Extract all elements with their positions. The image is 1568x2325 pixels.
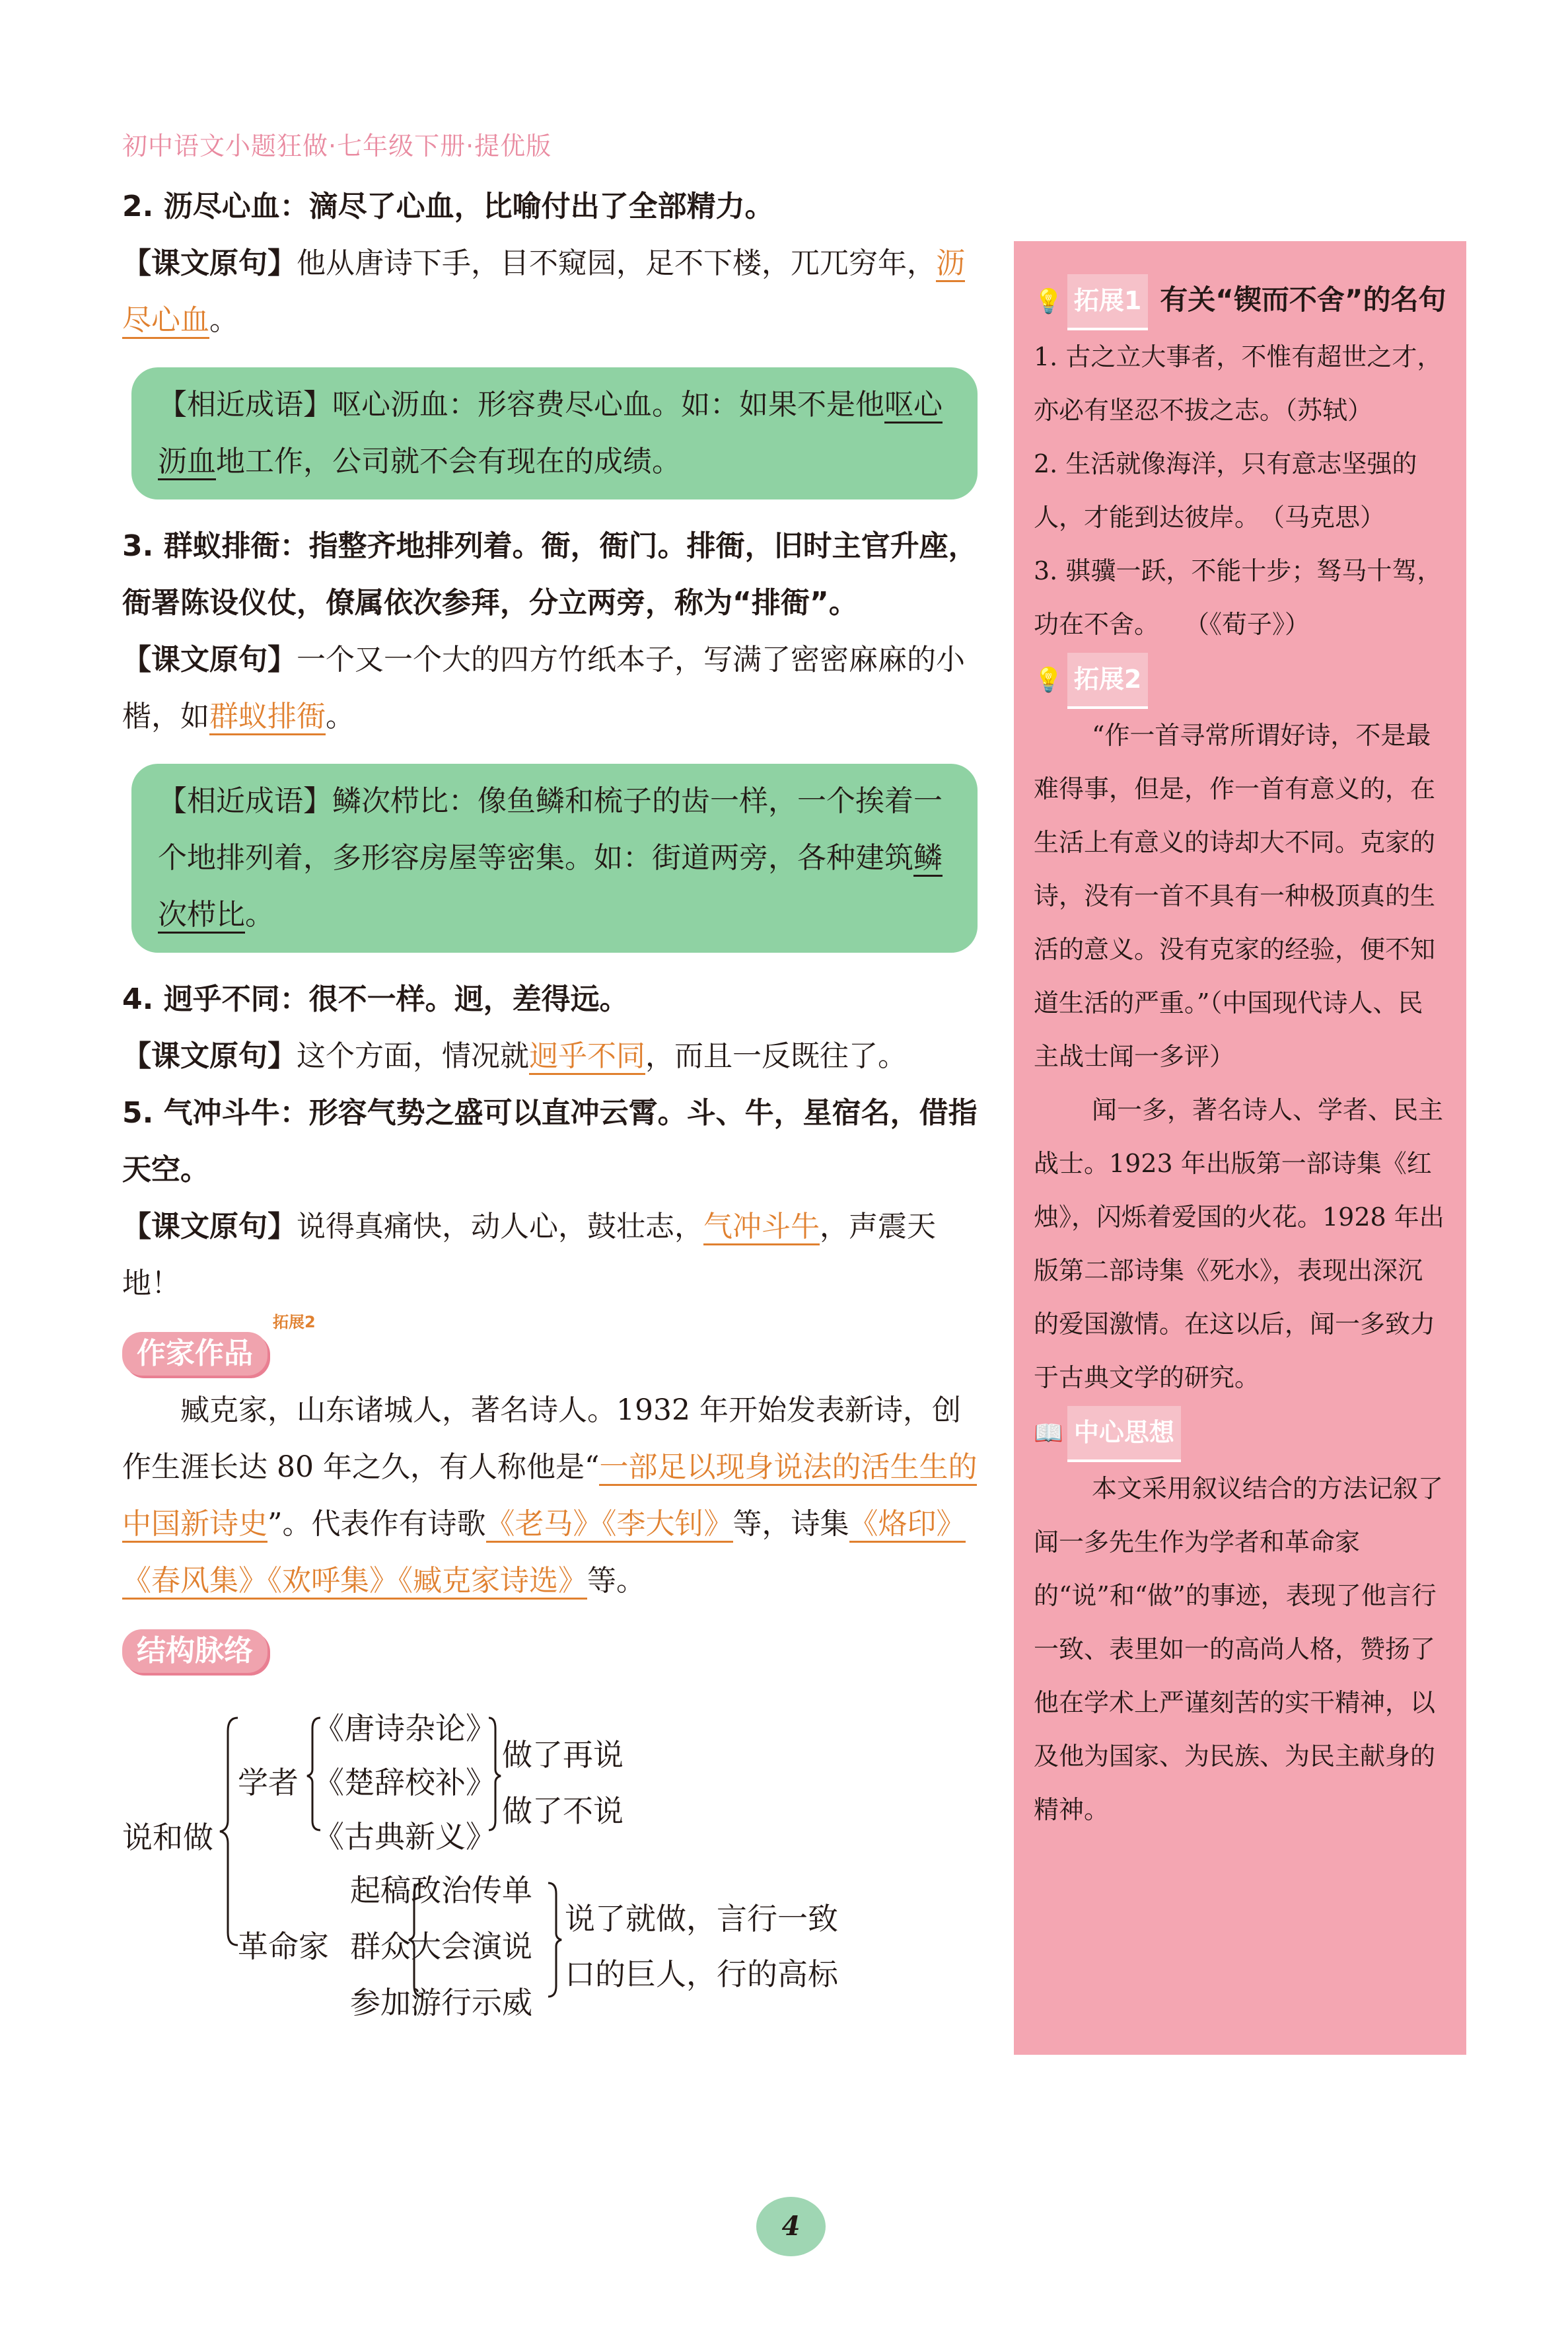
theme-text: 本文采用叙议结合的方法记叙了闻一多先生作为学者和革命家的“说”和“做”的事迹，表现了他言行一致、表里如一的高尚人格，赞扬了他在学术上严谨刻苦的实干精神，以及他为国家、为民族、为民主献身的精神。: [1034, 1474, 1444, 1824]
structure-tag: 结构脉络: [122, 1629, 267, 1673]
author-paragraph: 臧克家，山东诸城人，著名诗人。1932 年开始发表新诗，创作生涯长达 80 年之久，有人称他是“一部足以现身说法的活生生的中国新诗史”。代表作有诗歌《老马》《李大钊》等，诗集《烙印》《春风集》《欢呼集》《臧克家诗选》等。: [122, 1382, 978, 1609]
quote-1: 1. 古之立大事者，不惟有超世之才，亦必有坚忍不拔之志。（苏轼）: [1034, 342, 1443, 425]
item-5-original: 【课文原句】说得真痛快，动人心，鼓壮志，气冲斗牛，声震天地！: [122, 1210, 936, 1300]
item-3-title: 3. 群蚁排衙：指整齐地排列着。衙，衙门。排衙，旧时主官升座，衙署陈设仪仗，僚属依次参拜，分立两旁，称为“排衙”。: [122, 529, 978, 620]
item-4-original: 【课文原句】这个方面，情况就迥乎不同，而且一反既往了。: [122, 1028, 978, 1085]
highlight-phrase: 迥乎不同: [529, 1039, 645, 1075]
rev-note-1: 说了就做，言行一致: [565, 1901, 838, 1937]
item-2-original: 【课文原句】他从唐诗下手，目不窥园，足不下楼，兀兀穷年，沥尽心血。: [122, 235, 978, 349]
book-2: 《楚辞校补》: [314, 1765, 496, 1800]
quote-3: 3. 骐骥一跃，不能十步；驽马十驾，功在不舍。 （《荀子》）: [1034, 556, 1443, 639]
side-panel: [1014, 241, 1466, 2055]
extension-2-bio: 闻一多，著名诗人、学者、民主战士。1923 年出版第一部诗集《红烛》，闪烁着爱国的火花。1928 年出版第二部诗集《死水》，表现出深沉的爱国激情。在这以后，闻一多致力于古典文学的研究。: [1034, 1095, 1444, 1392]
item-2-title: 2. 沥尽心血：滴尽了心血，比喻付出了全部精力。: [122, 190, 774, 223]
original-tag: 【课文原句】: [122, 246, 297, 280]
book-icon: 📖: [1034, 1420, 1063, 1447]
main-column: [122, 178, 978, 1679]
running-header: 初中语文小题狂做·七年级下册·提优版: [122, 131, 552, 161]
root-node: 说和做: [122, 1820, 213, 1855]
scholar-note-2: 做了不说: [502, 1793, 624, 1829]
highlight-phrase: 沥尽心血: [122, 246, 965, 339]
action-1: 起稿政治传单: [350, 1872, 532, 1908]
item-5-title: 5. 气冲斗牛：形容气势之盛可以直冲云霄。斗、牛，星宿名，借指天空。: [122, 1096, 978, 1187]
similar-idiom-box: 【相近成语】鳞次栉比：像鱼鳞和梳子的齿一样，一个挨着一个地排列着，多形容房屋等密集。如：街道两旁，各种建筑鳞次栉比。: [131, 764, 978, 953]
extension-2-quote: “作一首寻常所谓好诗，不是最难得事，但是，作一首有意义的，在生活上有意义的诗却大不同。克家的诗，没有一首不具有一种极顶真的生活的意义。没有克家的经验，便不知道生活的严重。”（中国现代诗人、民主战士闻一多评）: [1034, 721, 1436, 1071]
author-works-tag: 作家作品: [122, 1332, 267, 1376]
revolutionary-node: 革命家: [238, 1929, 329, 1964]
page-number: 4: [756, 2197, 826, 2256]
item-4-title: 4. 迥乎不同：很不一样。迥，差得远。: [122, 982, 629, 1016]
structure-diagram: [122, 1705, 915, 2075]
similar-idiom-box: 【相近成语】呕心沥血：形容费尽心血。如：如果不是他呕心沥血地工作，公司就不会有现在的成绩。: [131, 367, 978, 499]
extension-2-heading: 💡 拓展2: [1034, 651, 1446, 709]
rev-note-2: 口的巨人，行的高标: [565, 1956, 838, 1992]
extension-1-heading: 💡 拓展1 有关“锲而不舍”的名句: [1034, 273, 1446, 330]
lightbulb-icon: 💡: [1034, 288, 1063, 315]
scholar-node: 学者: [238, 1765, 299, 1800]
action-2: 群众大会演说: [350, 1929, 532, 1964]
quote-2: 2. 生活就像海洋，只有意志坚强的人，才能到达彼岸。 （马克思）: [1034, 449, 1417, 532]
book-3: 《古典新义》: [314, 1819, 496, 1855]
item-3-original: 【课文原句】一个又一个大的四方竹纸本子，写满了密密麻麻的小楷，如群蚁排衙。: [122, 632, 978, 745]
lightbulb-icon: 💡: [1034, 667, 1063, 694]
scholar-note-1: 做了再说: [502, 1737, 624, 1773]
highlight-phrase: 气冲斗牛: [703, 1210, 820, 1245]
theme-heading: 📖 中心思想: [1034, 1405, 1446, 1462]
extension-ref: 拓展2: [273, 1313, 316, 1331]
highlight-phrase: 群蚁排衙: [209, 700, 326, 735]
book-1: 《唐诗杂论》: [314, 1711, 496, 1746]
action-3: 参加游行示威: [350, 1985, 532, 2020]
